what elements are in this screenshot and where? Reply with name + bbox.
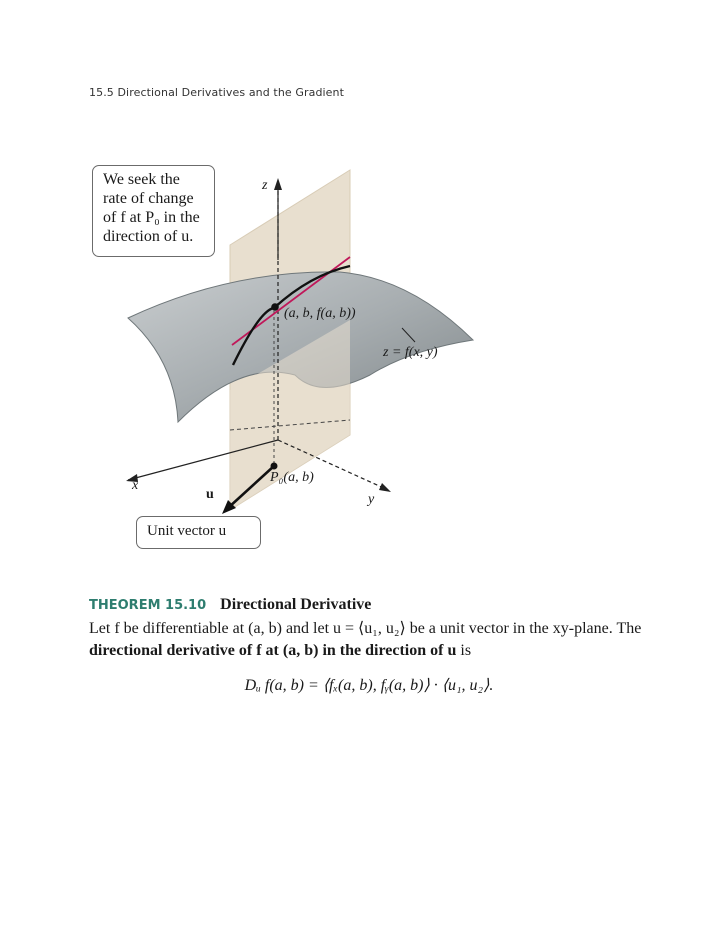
base-point [271,463,278,470]
section-header: 15.5 Directional Derivatives and the Gradient [89,86,345,99]
theorem-number: THEOREM 15.10 [89,598,207,613]
callout-line-3: of f at P₀ in the [103,209,200,226]
theorem-text-1: Let f be differentiable at (a, b) and let u = ⟨u₁, u₂⟩ be a unit vector in the xy-plane. The [89,620,642,637]
point-label: (a, b, f(a, b)) [284,306,356,321]
callout-line-2: rate of change [103,190,194,207]
callout-line-4: direction of u. [103,228,194,245]
y-axis-arrow [379,483,391,492]
axis-x-label: x [132,478,139,493]
theorem-statement [89,618,649,662]
callout-line-1: We seek the [103,171,180,188]
axis-z-label: z [262,178,268,193]
theorem-text-bold: directional derivative of f at (a, b) in the direction of u [89,642,457,659]
axis-y-label: y [368,492,375,507]
theorem-name: Directional Derivative [220,596,372,613]
directional-derivative-figure [80,160,500,560]
theorem-formula: Dᵤ f(a, b) = ⟨fₓ(a, b), fᵧ(a, b)⟩ · ⟨u₁, u₂⟩. [244,677,494,694]
callout-seek [92,165,215,257]
theorem-title [89,596,649,614]
base-point-label: P₀(a, b) [270,470,314,485]
surface-label: z = f(x, y) [383,345,438,360]
z-axis-arrow [274,178,282,190]
theorem-text-2: is [456,642,472,659]
vector-label: u [206,487,214,502]
theorem-block [89,596,649,694]
callout-unit-vector: Unit vector u [136,516,261,549]
surface-point [271,303,279,311]
